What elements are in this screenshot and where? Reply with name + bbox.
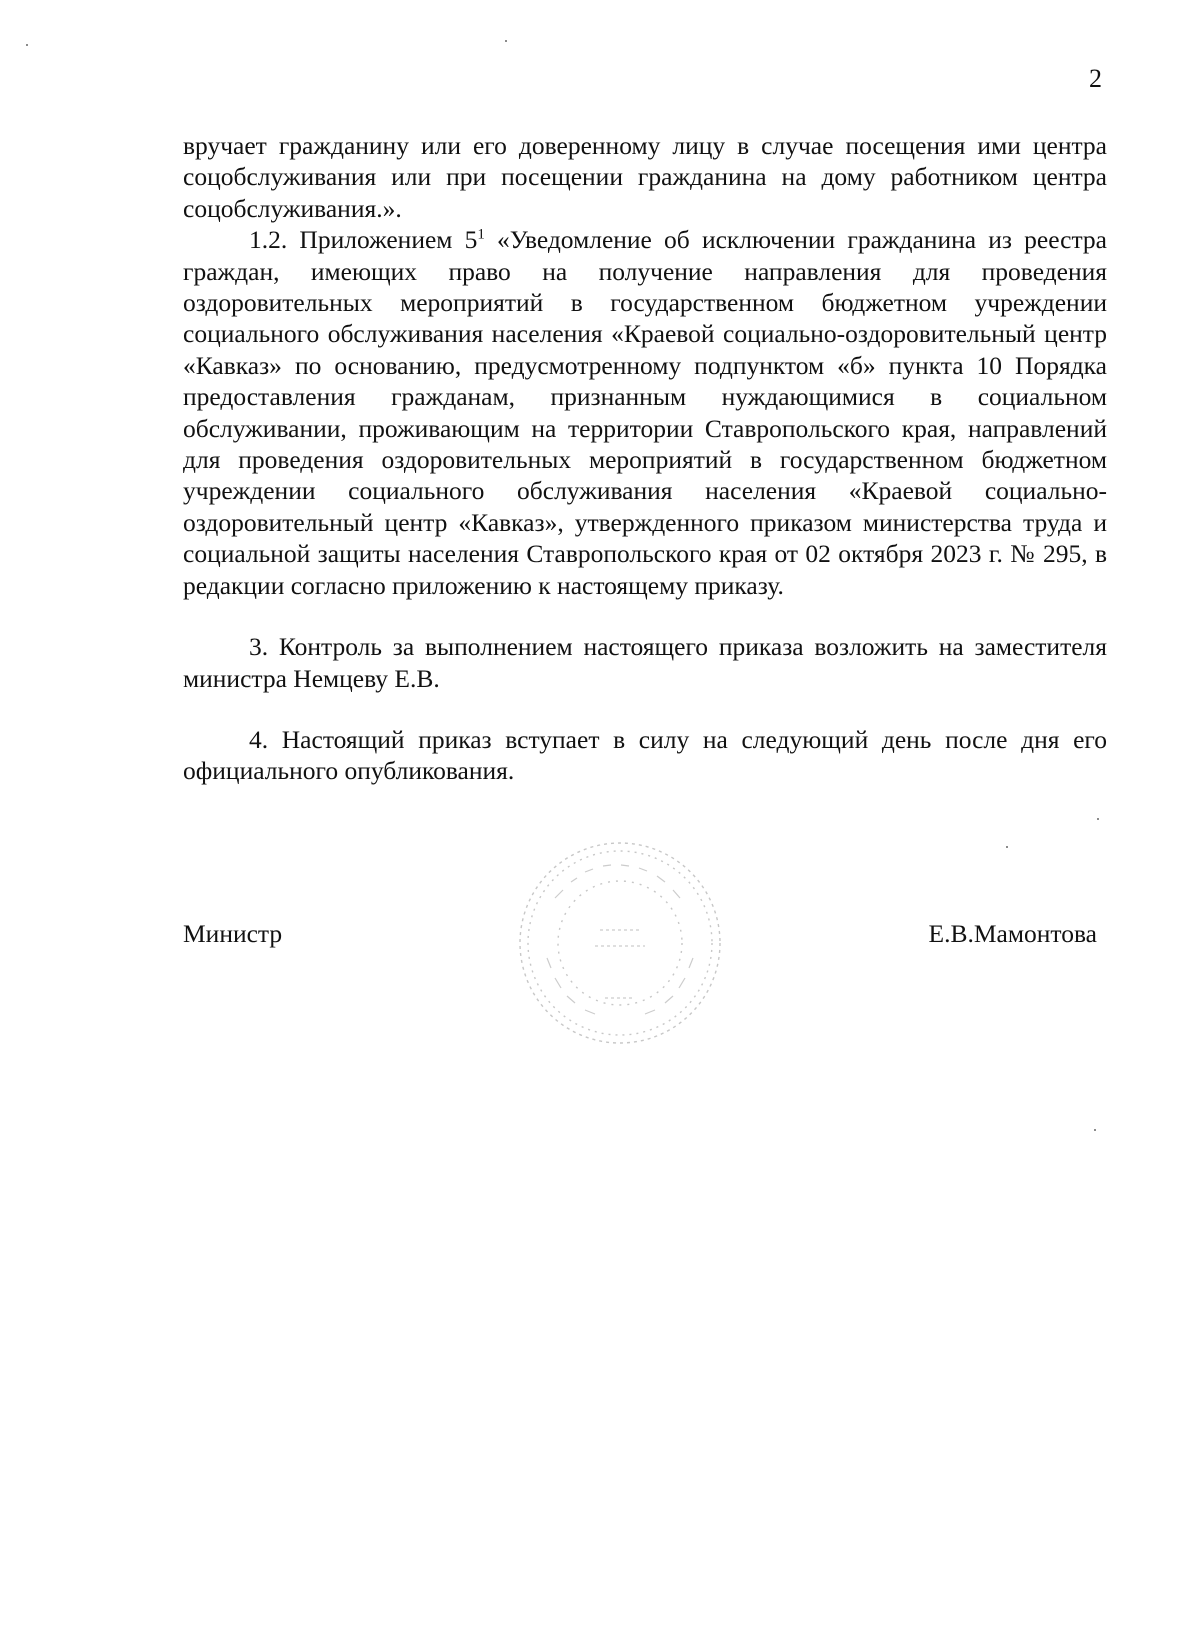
document-body bbox=[183, 130, 1107, 787]
official-round-stamp-icon bbox=[515, 838, 725, 1048]
spacer bbox=[183, 694, 1107, 724]
scan-speck bbox=[26, 44, 28, 46]
paragraph-3: 3. Контроль за выполнением настоящего приказа возложить на заместителя министра Немцеву Е.В. bbox=[183, 632, 1107, 693]
paragraph-1-2-superscript: 1 bbox=[477, 226, 485, 243]
scan-speck bbox=[1094, 1129, 1096, 1131]
signatory-name: Е.В.Мамонтова bbox=[928, 919, 1097, 948]
paragraph-1-2-prefix: 1.2. Приложением 5 bbox=[249, 225, 478, 255]
scan-speck bbox=[1006, 846, 1008, 848]
paragraph-4: 4. Настоящий приказ вступает в силу на следующий день после дня его официального опубликования. bbox=[183, 724, 1107, 786]
scan-speck bbox=[1097, 818, 1099, 820]
paragraph-1-2-text: «Уведомление об исключении гражданина из реестра граждан, имеющих право на получение направления для проведения оздоровительных мероприятий в государственном бюджетном учреждении социального обслуживания населения «Краевой социально-оздоровительный центр «Кавказ» по основанию, предусмотренному подпунктом «б» пункта 10 Порядка предоставления гражданам, признанным нуждающимися в социальном обслуживании, проживающим на территории Ставропольского края, направлений для проведения оздоровительных мероприятий в государственном бюджетном учреждении социального обслуживания населения «Краевой социально-оздоровительный центр «Кавказ», утвержденного приказом министерства труда и социальной защиты населения Ставропольского края от 02 октября 2023 г. № 295, в редакции согласно приложению к настоящему приказу. bbox=[183, 225, 1107, 600]
spacer bbox=[183, 601, 1107, 631]
paragraph-1-2 bbox=[183, 224, 1107, 601]
page-number: 2 bbox=[1089, 64, 1102, 93]
paragraph-continuation: вручает гражданину или его доверенному лицу в случае посещения ими центра соцобслуживания или при посещении гражданина на дому работником центра соцобслуживания.». bbox=[183, 131, 1107, 223]
scan-speck bbox=[505, 40, 507, 42]
signatory-title: Министр bbox=[183, 919, 283, 948]
